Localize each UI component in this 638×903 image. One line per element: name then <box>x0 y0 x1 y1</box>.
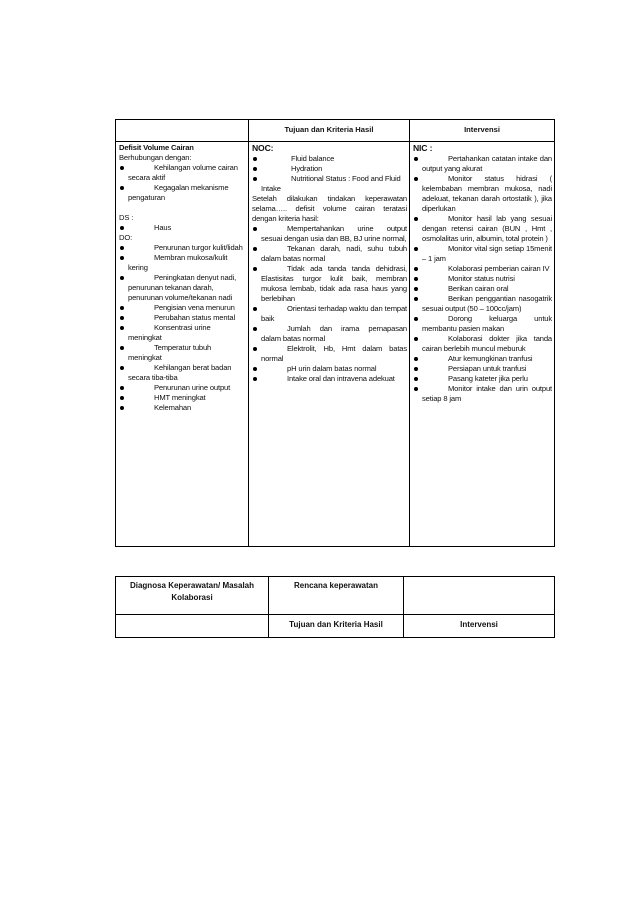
list-item: Perubahan status mental <box>119 313 246 323</box>
bullet-icon <box>120 346 124 350</box>
bullet-icon <box>253 177 257 181</box>
bullet-icon <box>253 307 257 311</box>
list-item: Monitor status nutrisi <box>413 274 552 284</box>
header-intervensi: Intervensi <box>410 120 555 142</box>
bullet-icon <box>253 157 257 161</box>
list-item: Monitor status hidrasi ( kelembaban membran mukosa, nadi adekuat, tekanan darah ortostatik ), jika diperlukan <box>413 174 552 214</box>
list-item: Dorong keluarga untuk membantu pasien makan <box>413 314 552 334</box>
bullet-icon <box>414 287 418 291</box>
list-item: Peningkatan denyut nadi, penurunan tekanan darah, penurunan volume/tekanan nadi <box>119 273 246 303</box>
list-item: Monitor intake dan urin output setiap 8 jam <box>413 384 552 404</box>
bullet-icon <box>414 357 418 361</box>
list-item: Konsentrasi urine meningkat <box>119 323 246 343</box>
bullet-icon <box>120 396 124 400</box>
bullet-icon <box>414 177 418 181</box>
diagnosa-header: Diagnosa Keperawatan/ Masalah Kolaborasi <box>116 577 269 615</box>
care-plan-header-table <box>115 576 555 638</box>
bullet-icon <box>120 246 124 250</box>
nic-cell <box>410 142 555 547</box>
diagnosis-title: Defisit Volume Cairan <box>119 143 194 152</box>
list-item: Kehilangan volume cairan secara aktif <box>119 163 246 183</box>
bullet-icon <box>120 256 124 260</box>
list-item: Berikan cairan oral <box>413 284 552 294</box>
bullet-icon <box>253 247 257 251</box>
bullet-icon <box>414 297 418 301</box>
tujuan-header: Tujuan dan Kriteria Hasil <box>269 615 404 638</box>
criteria-list <box>252 224 407 384</box>
list-item: Intake oral dan intravena adekuat <box>252 374 407 384</box>
bullet-icon <box>414 247 418 251</box>
header-empty-cell <box>116 120 249 142</box>
list-item: Monitor vital sign setiap 15menit – 1 jam <box>413 244 552 264</box>
list-item: Pengisian vena menurun <box>119 303 246 313</box>
list-item: Membran mukosa/kulit kering <box>119 253 246 273</box>
list-item: Temperatur tubuh meningkat <box>119 343 246 363</box>
list-item: Tidak ada tanda tanda dehidrasi, Elastisitas turgor kulit baik, membran mukosa lembab, tidak ada rasa haus yang berlebihan <box>252 264 407 304</box>
bullet-icon <box>414 377 418 381</box>
list-item: Atur kemungkinan tranfusi <box>413 354 552 364</box>
bullet-icon <box>414 157 418 161</box>
list-item: pH urin dalam batas normal <box>252 364 407 374</box>
bullet-icon <box>120 226 124 230</box>
list-item: Hydration <box>252 164 407 174</box>
bullet-icon <box>414 337 418 341</box>
list-item: Tekanan darah, nadi, suhu tubuh dalam batas normal <box>252 244 407 264</box>
noc-list <box>252 154 407 194</box>
header-tujuan: Tujuan dan Kriteria Hasil <box>249 120 410 142</box>
bullet-icon <box>120 386 124 390</box>
bullet-icon <box>253 267 257 271</box>
nic-label: NIC : <box>413 143 433 153</box>
list-item: Penurunan turgor kulit/lidah <box>119 243 246 253</box>
list-item: Kelemahan <box>119 403 246 413</box>
bullet-icon <box>120 306 124 310</box>
bullet-icon <box>414 277 418 281</box>
intervensi-header: Intervensi <box>404 615 555 638</box>
bullet-icon <box>414 217 418 221</box>
do-label: DO: <box>119 233 133 242</box>
ds-label: DS : <box>119 213 134 222</box>
list-item: Kolaborasi pemberian cairan IV <box>413 264 552 274</box>
bullet-icon <box>253 227 257 231</box>
bullet-icon <box>120 406 124 410</box>
noc-cell <box>249 142 410 547</box>
ds-list <box>119 223 246 233</box>
list-item: Kehilangan berat badan secara tiba-tiba <box>119 363 246 383</box>
list-item: Penurunan urine output <box>119 383 246 393</box>
bullet-icon <box>414 267 418 271</box>
bullet-icon <box>253 347 257 351</box>
noc-label: NOC: <box>252 143 274 153</box>
bullet-icon <box>120 166 124 170</box>
bullet-icon <box>253 167 257 171</box>
bullet-icon <box>414 367 418 371</box>
diagnosis-cell <box>116 142 249 547</box>
empty-cell <box>116 615 269 638</box>
bullet-icon <box>120 366 124 370</box>
do-list <box>119 243 246 413</box>
nic-list <box>413 154 552 404</box>
list-item: Haus <box>119 223 246 233</box>
care-plan-table <box>115 119 555 547</box>
list-item: Mempertahankan urine output sesuai dengan usia dan BB, BJ urine normal, <box>252 224 407 244</box>
list-item: Nutritional Status : Food and Fluid Intake <box>252 174 407 194</box>
list-item: Pertahankan catatan intake dan output yang akurat <box>413 154 552 174</box>
noc-paragraph: Setelah dilakukan tindakan keperawatan selama….. defisit volume cairan teratasi dengan kriteria hasil: <box>252 194 407 223</box>
bullet-icon <box>120 276 124 280</box>
rencana-header: Rencana keperawatan <box>269 577 404 615</box>
bullet-icon <box>414 387 418 391</box>
list-item: Monitor hasil lab yang sesuai dengan retensi cairan (BUN , Hmt , osmolalitas urin, albumin, total protein ) <box>413 214 552 244</box>
bullet-icon <box>414 317 418 321</box>
list-item: Berikan penggantian nasogatrik sesuai output (50 – 100cc/jam) <box>413 294 552 314</box>
bullet-icon <box>120 186 124 190</box>
list-item: Elektrolit, Hb, Hmt dalam batas normal <box>252 344 407 364</box>
diagnosis-subtitle: Berhubungan dengan: <box>119 153 192 162</box>
list-item: Jumlah dan irama pernapasan dalam batas normal <box>252 324 407 344</box>
bullet-icon <box>253 377 257 381</box>
bullet-icon <box>120 326 124 330</box>
header-empty-cell <box>404 577 555 615</box>
bullet-icon <box>120 316 124 320</box>
list-item: HMT meningkat <box>119 393 246 403</box>
list-item: Kolaborasi dokter jika tanda cairan berlebih muncul meburuk <box>413 334 552 354</box>
bullet-icon <box>253 367 257 371</box>
list-item: Fluid balance <box>252 154 407 164</box>
list-item: Pasang kateter jika perlu <box>413 374 552 384</box>
bullet-icon <box>253 327 257 331</box>
list-item: Kegagalan mekanisme pengaturan <box>119 183 246 203</box>
cause-list <box>119 163 246 203</box>
list-item: Persiapan untuk tranfusi <box>413 364 552 374</box>
list-item: Orientasi terhadap waktu dan tempat baik <box>252 304 407 324</box>
